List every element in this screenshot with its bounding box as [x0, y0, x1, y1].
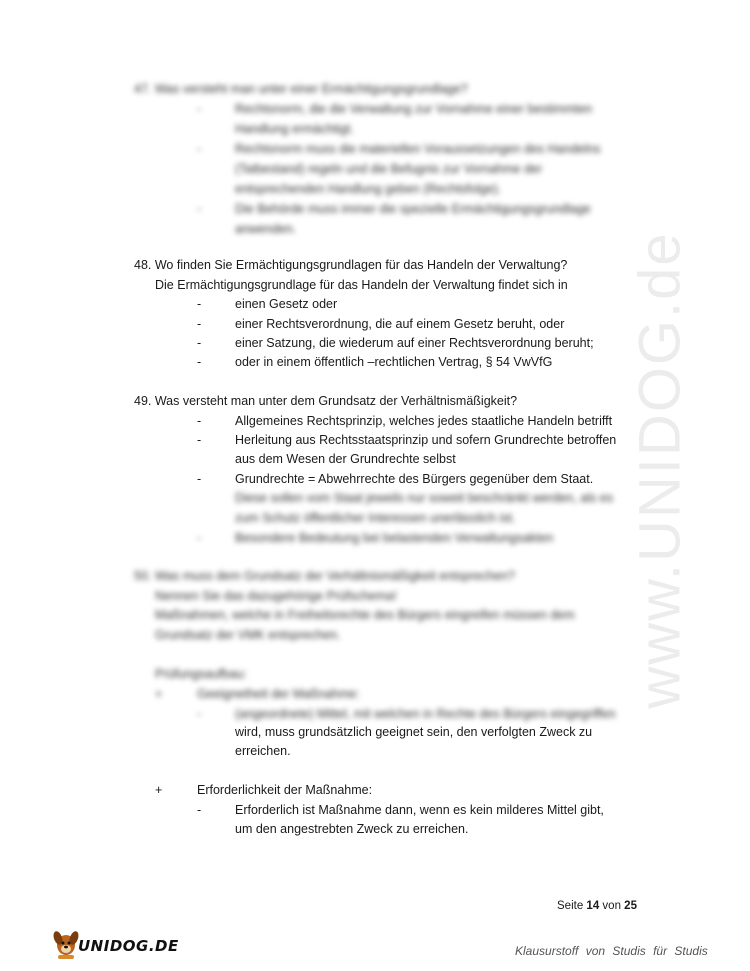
q48-item: oder in einem öffentlich –rechtlichen Vertrag, § 54 VwVfG [235, 355, 553, 369]
q47-line: Rechtsnorm muss die materiellen Voraussetzungen des Handelns [235, 142, 601, 156]
bullet-dash: - [197, 355, 202, 369]
bullet-dash: - [197, 433, 202, 447]
q47-line: Rechtsnorm, die die Verwaltung zur Vornahme einer bestimmten [235, 102, 593, 116]
q48-intro: Die Ermächtigungsgrundlage für das Handeln der Verwaltung findet sich in [155, 278, 568, 292]
watermark: www.UNIDOG.de [627, 231, 693, 709]
q50-line: Erforderlich ist Maßnahme dann, wenn es kein milderes Mittel gibt, [235, 803, 604, 817]
unidog-logo: UNIDOG.DE [52, 928, 172, 960]
q50-line: Grundsatz der VMK entsprechen. [155, 628, 341, 642]
bullet-dash: - [197, 803, 202, 817]
q49-line: Grundrechte = Abwehrrechte des Bürgers gegenüber dem Staat. [235, 472, 594, 486]
q50-line: (angeordnete) Mittel, mit welchen in Rechte des Bürgers eingegriffen [235, 707, 616, 721]
bullet-dash: - [197, 202, 202, 216]
q50-line: Erforderlichkeit der Maßnahme: [197, 783, 373, 797]
q47-line: anwenden. [235, 222, 297, 236]
q48-item: einer Satzung, die wiederum auf einer Rechtsverordnung beruht; [235, 336, 594, 350]
q50-line: um den angestrebten Zweck zu erreichen. [235, 822, 469, 836]
footer-tagline: Klausurstoff von Studis für Studis [515, 944, 708, 958]
q47-line: Handlung ermächtigt. [235, 122, 354, 136]
page-number: Seite 14 von 25 [557, 900, 637, 912]
bullet-dash: - [197, 142, 202, 156]
bullet-dash: - [197, 102, 202, 116]
bullet-dash: - [197, 336, 202, 350]
q50-line: Geeignetheit der Maßnahme: [197, 687, 360, 701]
question-50: 50. Was muss dem Grundsatz der Verhältnismäßigkeit entsprechen? [134, 569, 515, 583]
bullet-plus: + [155, 783, 163, 797]
bullet-dash: - [197, 531, 202, 545]
q47-line: (Tatbestand) regeln und die Befugnis zur Vornahme der [235, 162, 543, 176]
q49-line: Allgemeines Rechtsprinzip, welches jedes staatliche Handeln betrifft [235, 414, 613, 428]
bullet-dash: - [197, 297, 202, 311]
q50-line: erreichen. [235, 744, 291, 758]
q47-line: Die Behörde muss immer die spezielle Ermächtigungsgrundlage [235, 202, 591, 216]
q49-line: Herleitung aus Rechtsstaatsprinzip und sofern Grundrechte betroffen [235, 433, 617, 447]
bullet-plus: + [155, 687, 163, 701]
question-47: 47. Was versteht man unter einer Ermächtigungsgrundlage? [134, 82, 468, 96]
bullet-dash: - [197, 414, 202, 428]
q49-line: aus dem Wesen der Grundrechte selbst [235, 452, 456, 466]
q49-line: zum Schutz öffentlicher Interessen unerlässlich ist. [235, 511, 516, 525]
bullet-dash: - [197, 317, 202, 331]
q49-line: Besondere Bedeutung bei belastenden Verwaltungsakten [235, 531, 554, 545]
question-48: 48. Wo finden Sie Ermächtigungsgrundlagen für das Handeln der Verwaltung? [134, 258, 568, 272]
question-49: 49. Was versteht man unter dem Grundsatz der Verhältnismäßigkeit? [134, 394, 518, 408]
q48-item: einen Gesetz oder [235, 297, 338, 311]
bullet-dash: - [197, 472, 202, 486]
bullet-dash: - [197, 707, 202, 721]
q50-line: Prüfungsaufbau: [155, 667, 247, 681]
q50-line: Maßnahmen, welche in Freiheitsrechte des Bürgers eingreifen müssen dem [155, 608, 575, 622]
q47-line: entsprechenden Handlung geben (Rechtsfolge). [235, 182, 502, 196]
q49-line: Diese sollen vom Staat jeweils nur soweit beschränkt werden, als es [235, 491, 613, 505]
q50-line: wird, muss grundsätzlich geeignet sein, den verfolgten Zweck zu [235, 725, 593, 739]
q50-line: Nennen Sie das dazugehörige Prüfschema! [155, 589, 397, 603]
q48-item: einer Rechtsverordnung, die auf einem Gesetz beruht, oder [235, 317, 565, 331]
